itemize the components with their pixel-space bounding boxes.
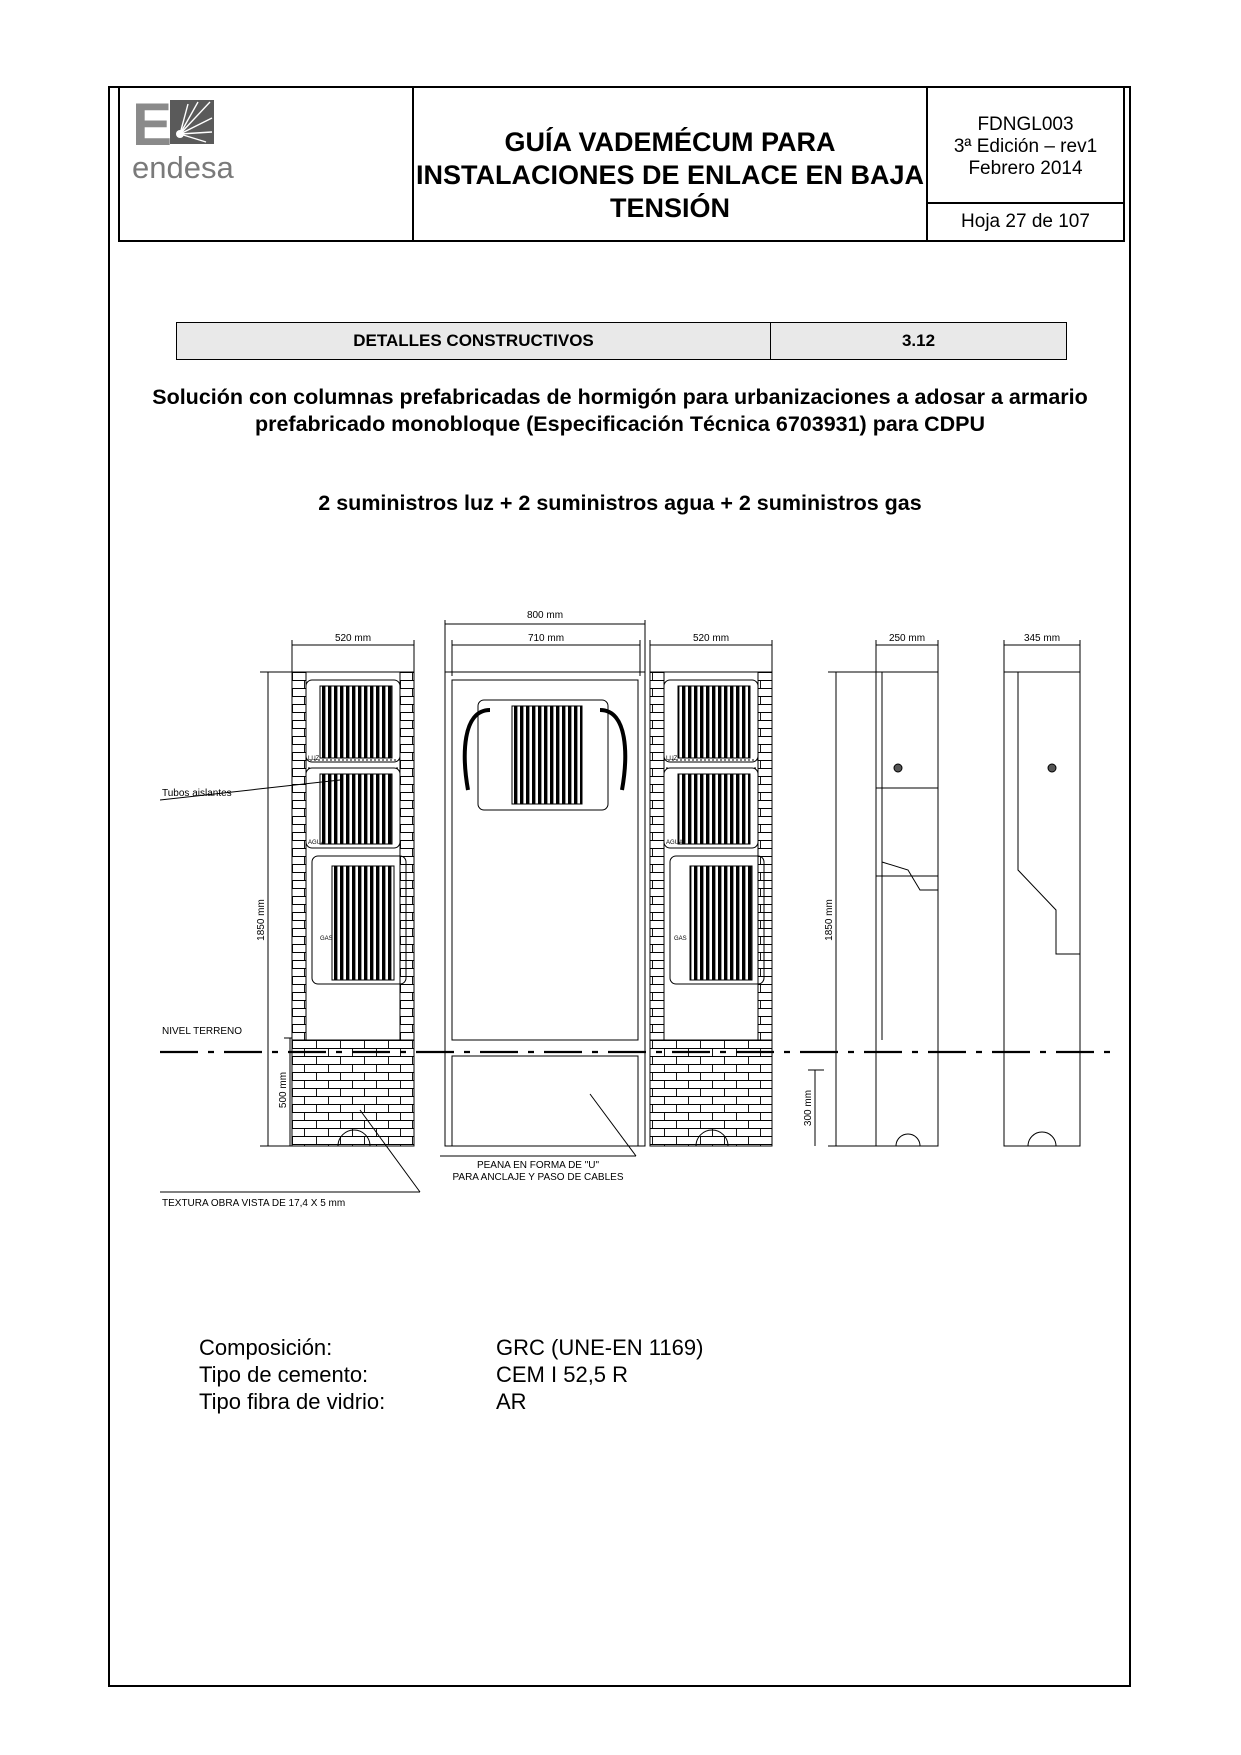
- section-name: DETALLES CONSTRUCTIVOS: [177, 323, 771, 359]
- dim-345: 345 mm: [1023, 633, 1061, 644]
- document-meta: [928, 88, 1123, 240]
- meta-edition-block: [928, 88, 1123, 204]
- dim-250: 250 mm: [888, 633, 926, 644]
- tag-agua-left: AGUA: [308, 840, 326, 846]
- label-base-2: PARA ANCLAJE Y PASO DE CABLES: [452, 1172, 624, 1183]
- section-bar: [176, 322, 1067, 360]
- section-number: 3.12: [901, 331, 936, 350]
- label-texture: TEXTURA OBRA VISTA DE 17,4 X 5 mm: [162, 1198, 346, 1209]
- dim-500: 500 mm: [278, 1071, 289, 1109]
- label-base-1: PEANA EN FORMA DE "U": [476, 1160, 600, 1171]
- dim-710: 710 mm: [527, 633, 565, 644]
- dim-300: 300 mm: [803, 1089, 814, 1127]
- spec-value: CEM I 52,5 R: [496, 1362, 629, 1387]
- document-header: [118, 88, 1125, 242]
- dim-1850-left: 1850 mm: [256, 899, 267, 941]
- doc-code: FDNGL003: [977, 114, 1074, 135]
- logo-cell: [120, 88, 414, 240]
- label-tubes: Tubos aislantes: [162, 788, 232, 799]
- tag-gas-right: GAS: [674, 936, 687, 942]
- drawing-subtitle: Solución con columnas prefabricadas de hormigón para urbanizaciones a adosar a armario prefabricado monobloque (Especificación Técnica 6703931) para CDPU: [152, 385, 1088, 436]
- dim-520-right: 520 mm: [692, 633, 730, 644]
- technical-drawing: [160, 600, 1120, 1210]
- tag-agua-right: AGUA: [666, 840, 684, 846]
- spec-value: AR: [496, 1389, 527, 1414]
- spec-label: Composición:: [199, 1335, 333, 1360]
- edition-date: Febrero 2014: [968, 158, 1083, 179]
- spec-value: GRC (UNE-EN 1169): [496, 1335, 704, 1360]
- label-ground: NIVEL TERRENO: [162, 1026, 243, 1037]
- spec-label: Tipo de cemento:: [199, 1362, 369, 1387]
- tag-luz-right: LUZ: [666, 756, 678, 762]
- spec-label: Tipo fibra de vidrio:: [199, 1389, 386, 1414]
- logo-name: endesa: [132, 150, 234, 185]
- document-title: GUÍA VADEMÉCUM PARA INSTALACIONES DE ENLACE EN BAJA TENSIÓN: [414, 88, 928, 240]
- tag-gas-left: GAS: [320, 936, 333, 942]
- dim-520-left: 520 mm: [334, 633, 372, 644]
- tag-luz-left: LUZ: [308, 756, 320, 762]
- page-number: Hoja 27 de 107: [961, 211, 1090, 232]
- logo-letter: E: [132, 91, 171, 158]
- edition: 3ª Edición – rev1: [953, 136, 1098, 157]
- dim-800: 800 mm: [526, 610, 564, 621]
- logo-burst-icon: [162, 94, 222, 154]
- supply-summary: 2 suministros luz + 2 suministros agua + 2 suministros gas: [318, 491, 922, 515]
- dim-1850-right: 1850 mm: [824, 899, 835, 941]
